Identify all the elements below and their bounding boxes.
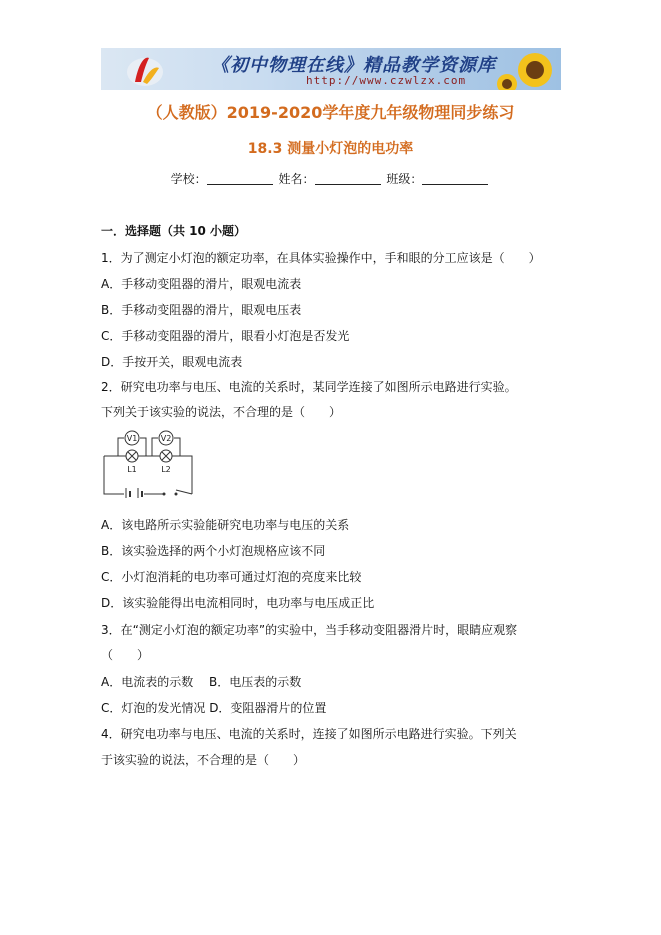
school-label: 学校： bbox=[170, 172, 207, 186]
name-label: 姓名： bbox=[278, 172, 315, 186]
battery-icon bbox=[126, 488, 142, 498]
banner-url: http://www.czwlzx.com bbox=[306, 74, 467, 87]
question-2-line-2: 下列关于该实验的说法，不合理的是（ ） bbox=[101, 405, 342, 419]
question-3-line-2: （ ） bbox=[101, 648, 150, 662]
class-blank bbox=[422, 172, 488, 185]
q1-option-d: D．手按开关，眼观电流表 bbox=[101, 355, 243, 369]
section-heading: 一．选择题（共 10 小题） bbox=[101, 224, 247, 238]
class-label: 班级： bbox=[386, 172, 423, 186]
question-1: 1．为了测定小灯泡的额定功率，在具体实验操作中，手和眼的分工应该是（ ） bbox=[101, 251, 541, 265]
q2-option-a: A．该电路所示实验能研究电功率与电压的关系 bbox=[101, 518, 350, 532]
question-3-line-1: 3．在“测定小灯泡的额定功率”的实验中，当手移动变阻器滑片时，眼睛应观察 bbox=[101, 623, 518, 637]
q1-option-b: B．手移动变阻器的滑片，眼观电压表 bbox=[101, 303, 302, 317]
switch-icon bbox=[163, 493, 178, 496]
q2-option-c: C．小灯泡消耗的电功率可通过灯泡的亮度来比较 bbox=[101, 570, 362, 584]
page-subtitle: 18.3 测量小灯泡的电功率 bbox=[247, 141, 414, 157]
meter-1-label: V1 bbox=[126, 434, 138, 443]
q2-option-d: D．该实验能得出电流相同时，电功率与电压成正比 bbox=[101, 596, 375, 610]
sunflower-icon bbox=[497, 50, 557, 90]
circuit-diagram bbox=[100, 426, 196, 498]
student-info bbox=[0, 170, 661, 187]
logo-icon bbox=[125, 52, 165, 88]
school-blank bbox=[207, 172, 273, 185]
header-banner bbox=[101, 48, 561, 90]
lamp-2-icon bbox=[160, 450, 172, 462]
q3-options-cd: C．灯泡的发光情况 D．变阻器滑片的位置 bbox=[101, 701, 327, 715]
meter-2-label: V2 bbox=[160, 434, 172, 443]
q3-options-ab: A．电流表的示数 B．电压表的示数 bbox=[101, 675, 302, 689]
q2-option-b: B．该实验选择的两个小灯泡规格应该不同 bbox=[101, 544, 326, 558]
banner-title: 《初中物理在线》精品教学资源库 bbox=[211, 55, 496, 76]
lamp-2-label: L2 bbox=[161, 465, 171, 474]
page-title: （人教版）2019-2020学年度九年级物理同步练习 bbox=[146, 103, 515, 122]
question-4-line-1: 4．研究电功率与电压、电流的关系时，连接了如图所示电路进行实验。下列关 bbox=[101, 727, 517, 741]
question-4-line-2: 于该实验的说法，不合理的是（ ） bbox=[101, 753, 306, 767]
lamp-1-icon bbox=[126, 450, 138, 462]
q1-option-a: A．手移动变阻器的滑片，眼观电流表 bbox=[101, 277, 302, 291]
question-2-line-1: 2．研究电功率与电压、电流的关系时，某同学连接了如图所示电路进行实验。 bbox=[101, 380, 517, 394]
name-blank bbox=[315, 172, 381, 185]
q1-option-c: C．手移动变阻器的滑片，眼看小灯泡是否发光 bbox=[101, 329, 350, 343]
lamp-1-label: L1 bbox=[127, 465, 137, 474]
